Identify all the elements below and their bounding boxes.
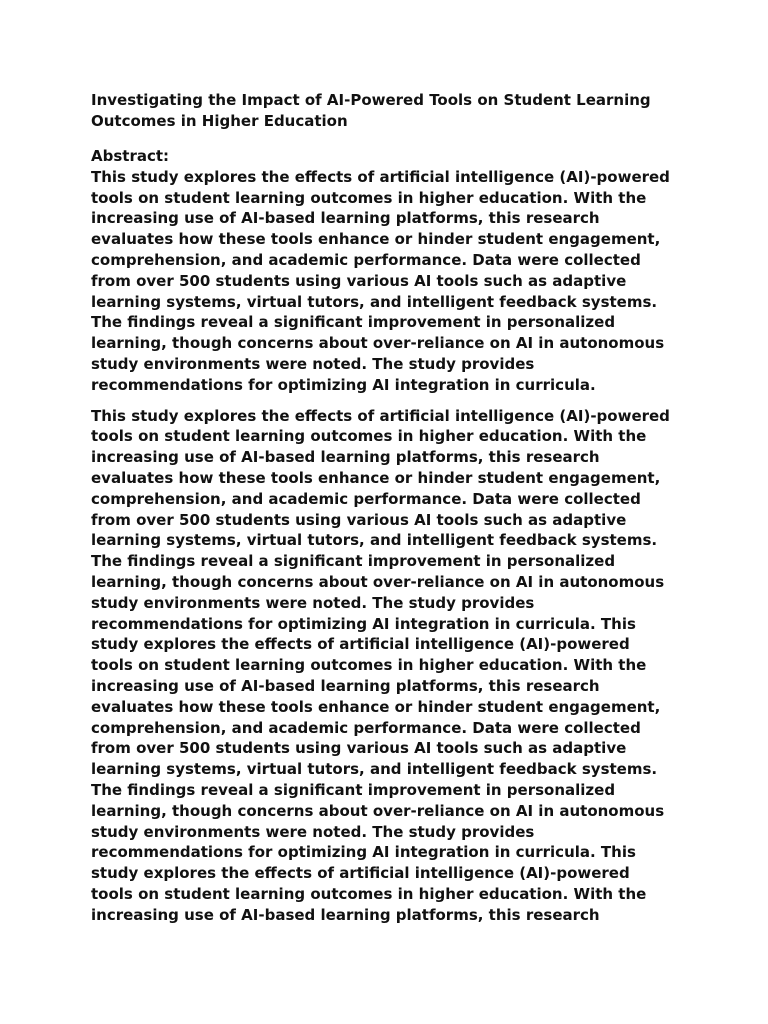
abstract-line: from over 500 students using various AI tools such as adaptive bbox=[91, 271, 627, 290]
abstract-line: The findings reveal a significant improvement in personalized bbox=[91, 313, 616, 332]
body-line: tools on student learning outcomes in higher education. With the bbox=[91, 884, 647, 903]
body-line: The findings reveal a significant improvement in personalized bbox=[91, 552, 616, 571]
document-page bbox=[91, 90, 681, 925]
abstract-heading: Abstract: bbox=[91, 147, 170, 165]
body-line: study explores the effects of artificial intelligence (AI)-powered bbox=[91, 635, 630, 654]
body-line: from over 500 students using various AI tools such as adaptive bbox=[91, 510, 627, 529]
body-line: learning, though concerns about over-reliance on AI in autonomous bbox=[91, 801, 665, 820]
body-line: The findings reveal a significant improvement in personalized bbox=[91, 780, 616, 799]
abstract-line: recommendations for optimizing AI integration in curricula. bbox=[91, 375, 596, 394]
abstract-line: learning, though concerns about over-reliance on AI in autonomous bbox=[91, 334, 665, 353]
abstract-line: This study explores the effects of artificial intelligence (AI)-powered bbox=[91, 167, 670, 186]
body-line: increasing use of AI-based learning platforms, this research bbox=[91, 905, 600, 924]
title-line: Outcomes in Higher Education bbox=[91, 111, 348, 130]
body-line: learning, though concerns about over-reliance on AI in autonomous bbox=[91, 572, 665, 591]
title-line: Investigating the Impact of AI-Powered Tools on Student Learning bbox=[91, 91, 651, 109]
body-line: study environments were noted. The study provides bbox=[91, 822, 535, 841]
abstract-line: increasing use of AI-based learning platforms, this research bbox=[91, 209, 600, 228]
abstract-line: comprehension, and academic performance. Data were collected bbox=[91, 250, 641, 269]
body-line: recommendations for optimizing AI integration in curricula. This bbox=[91, 614, 636, 633]
abstract-line: evaluates how these tools enhance or hinder student engagement, bbox=[91, 230, 661, 249]
body-line: recommendations for optimizing AI integration in curricula. This bbox=[91, 843, 636, 862]
abstract-line: tools on student learning outcomes in higher education. With the bbox=[91, 188, 647, 207]
body-line: This study explores the effects of artificial intelligence (AI)-powered bbox=[91, 406, 670, 425]
body-line: study environments were noted. The study provides bbox=[91, 593, 535, 612]
body-line: increasing use of AI-based learning platforms, this research bbox=[91, 676, 600, 695]
body-line: tools on student learning outcomes in higher education. With the bbox=[91, 656, 647, 675]
body-line: learning systems, virtual tutors, and intelligent feedback systems. bbox=[91, 531, 658, 550]
abstract-line: study environments were noted. The study provides bbox=[91, 354, 535, 373]
body-line: from over 500 students using various AI tools such as adaptive bbox=[91, 739, 627, 758]
body-line: comprehension, and academic performance. Data were collected bbox=[91, 489, 641, 508]
body-line: evaluates how these tools enhance or hinder student engagement, bbox=[91, 697, 661, 716]
body-line: evaluates how these tools enhance or hinder student engagement, bbox=[91, 468, 661, 487]
body-line: comprehension, and academic performance. Data were collected bbox=[91, 718, 641, 737]
body-line: learning systems, virtual tutors, and intelligent feedback systems. bbox=[91, 760, 658, 779]
body-line: increasing use of AI-based learning platforms, this research bbox=[91, 448, 600, 467]
body-line: study explores the effects of artificial intelligence (AI)-powered bbox=[91, 864, 630, 883]
body-line: tools on student learning outcomes in higher education. With the bbox=[91, 427, 647, 446]
abstract-section bbox=[91, 146, 681, 396]
abstract-line: learning systems, virtual tutors, and intelligent feedback systems. bbox=[91, 292, 658, 311]
document-title bbox=[91, 90, 681, 132]
body-paragraph bbox=[91, 406, 681, 926]
